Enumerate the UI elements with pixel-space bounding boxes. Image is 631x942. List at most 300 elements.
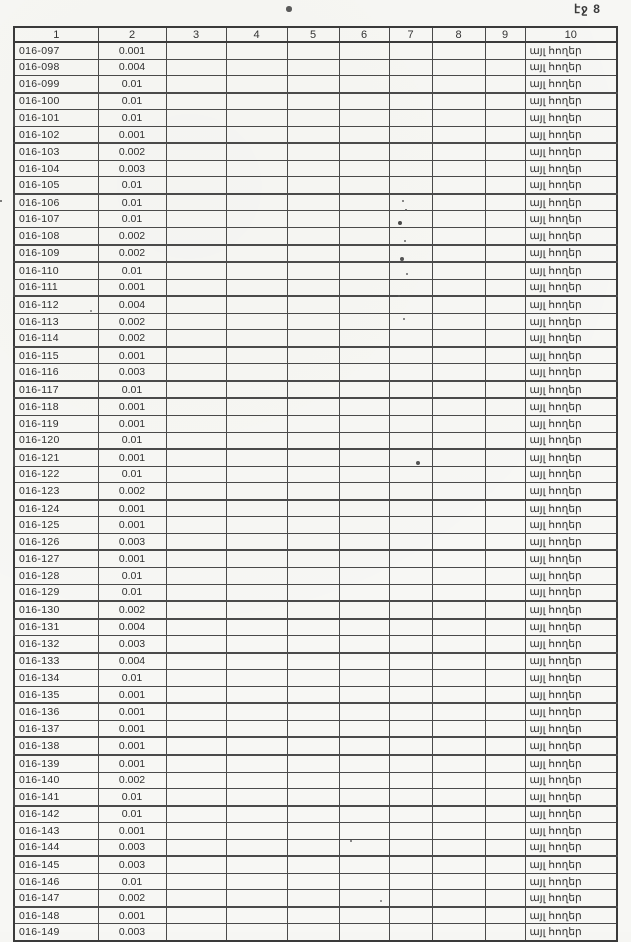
row-land-type-cell: այլ հողեր — [525, 381, 617, 399]
row-land-type-cell: այլ հողեր — [525, 550, 617, 567]
empty-cell — [226, 330, 287, 347]
row-land-type-cell: այլ հողեր — [525, 567, 617, 584]
empty-cell — [226, 449, 287, 466]
empty-cell — [226, 211, 287, 228]
empty-cell — [287, 823, 339, 840]
empty-cell — [166, 584, 226, 601]
empty-cell — [339, 772, 389, 789]
table-row — [14, 228, 617, 245]
empty-cell — [485, 211, 525, 228]
row-land-type-cell: այլ հողեր — [525, 500, 617, 517]
row-land-type-cell: այլ հողեր — [525, 160, 617, 177]
empty-cell — [389, 737, 432, 755]
empty-cell — [432, 550, 485, 567]
empty-cell — [226, 296, 287, 313]
empty-cell — [166, 313, 226, 330]
empty-cell — [226, 313, 287, 330]
row-land-type-cell: այլ հողեր — [525, 483, 617, 500]
empty-cell — [389, 806, 432, 823]
empty-cell — [166, 262, 226, 279]
empty-cell — [226, 789, 287, 806]
row-value-cell: 0.01 — [98, 194, 166, 211]
row-land-type-cell: այլ հողեր — [525, 653, 617, 670]
empty-cell — [485, 194, 525, 211]
empty-cell — [485, 772, 525, 789]
empty-cell — [287, 873, 339, 890]
header-cell-8: 8 — [432, 27, 485, 42]
empty-cell — [166, 619, 226, 636]
empty-cell — [339, 856, 389, 873]
empty-cell — [389, 347, 432, 364]
empty-cell — [432, 42, 485, 59]
row-id-cell: 016-117 — [14, 381, 98, 399]
row-id-cell: 016-112 — [14, 296, 98, 313]
empty-cell — [485, 245, 525, 263]
empty-cell — [389, 228, 432, 245]
row-value-cell: 0.01 — [98, 93, 166, 110]
empty-cell — [166, 601, 226, 619]
empty-cell — [485, 398, 525, 415]
empty-cell — [389, 245, 432, 263]
empty-cell — [287, 93, 339, 110]
empty-cell — [226, 703, 287, 720]
table-row — [14, 59, 617, 76]
empty-cell — [485, 567, 525, 584]
table-row — [14, 839, 617, 856]
row-value-cell: 0.004 — [98, 653, 166, 670]
empty-cell — [226, 194, 287, 211]
empty-cell — [389, 330, 432, 347]
empty-cell — [226, 533, 287, 550]
empty-cell — [226, 143, 287, 160]
empty-cell — [432, 245, 485, 263]
empty-cell — [389, 550, 432, 567]
row-value-cell: 0.01 — [98, 381, 166, 399]
empty-cell — [226, 907, 287, 924]
row-id-cell: 016-138 — [14, 737, 98, 755]
empty-cell — [339, 533, 389, 550]
row-land-type-cell: այլ հողեր — [525, 533, 617, 550]
row-value-cell: 0.003 — [98, 160, 166, 177]
row-land-type-cell: այլ հողեր — [525, 126, 617, 143]
empty-cell — [432, 601, 485, 619]
empty-cell — [339, 364, 389, 381]
row-land-type-cell: այլ հողեր — [525, 42, 617, 59]
empty-cell — [287, 772, 339, 789]
empty-cell — [389, 398, 432, 415]
table-row — [14, 720, 617, 737]
empty-cell — [226, 432, 287, 449]
empty-cell — [432, 279, 485, 296]
row-land-type-cell: այլ հողեր — [525, 755, 617, 772]
empty-cell — [226, 483, 287, 500]
row-land-type-cell: այլ հողեր — [525, 619, 617, 636]
empty-cell — [339, 789, 389, 806]
empty-cell — [389, 296, 432, 313]
empty-cell — [485, 76, 525, 93]
empty-cell — [432, 228, 485, 245]
header-cell-3: 3 — [166, 27, 226, 42]
header-cell-6: 6 — [339, 27, 389, 42]
empty-cell — [339, 720, 389, 737]
empty-cell — [287, 720, 339, 737]
empty-cell — [432, 211, 485, 228]
empty-cell — [166, 755, 226, 772]
table-row — [14, 533, 617, 550]
empty-cell — [389, 890, 432, 907]
row-value-cell: 0.002 — [98, 601, 166, 619]
empty-cell — [339, 703, 389, 720]
header-cell-10: 10 — [525, 27, 617, 42]
empty-cell — [389, 262, 432, 279]
empty-cell — [389, 856, 432, 873]
empty-cell — [389, 279, 432, 296]
empty-cell — [287, 59, 339, 76]
row-id-cell: 016-146 — [14, 873, 98, 890]
empty-cell — [226, 398, 287, 415]
empty-cell — [166, 59, 226, 76]
empty-cell — [226, 364, 287, 381]
empty-cell — [485, 42, 525, 59]
row-value-cell: 0.01 — [98, 110, 166, 127]
header-cell-5: 5 — [287, 27, 339, 42]
empty-cell — [166, 160, 226, 177]
row-id-cell: 016-137 — [14, 720, 98, 737]
row-id-cell: 016-136 — [14, 703, 98, 720]
empty-cell — [485, 228, 525, 245]
empty-cell — [339, 567, 389, 584]
empty-cell — [339, 211, 389, 228]
empty-cell — [166, 245, 226, 263]
table-row — [14, 483, 617, 500]
row-id-cell: 016-142 — [14, 806, 98, 823]
row-id-cell: 016-139 — [14, 755, 98, 772]
row-value-cell: 0.003 — [98, 636, 166, 653]
row-value-cell: 0.01 — [98, 262, 166, 279]
empty-cell — [432, 143, 485, 160]
empty-cell — [166, 347, 226, 364]
empty-cell — [166, 856, 226, 873]
empty-cell — [166, 890, 226, 907]
empty-cell — [226, 245, 287, 263]
empty-cell — [485, 143, 525, 160]
empty-cell — [432, 466, 485, 483]
empty-cell — [432, 449, 485, 466]
table-row — [14, 211, 617, 228]
row-land-type-cell: այլ հողեր — [525, 890, 617, 907]
row-land-type-cell: այլ հողեր — [525, 228, 617, 245]
empty-cell — [485, 550, 525, 567]
empty-cell — [226, 500, 287, 517]
empty-cell — [432, 686, 485, 703]
row-value-cell: 0.01 — [98, 432, 166, 449]
row-id-cell: 016-133 — [14, 653, 98, 670]
empty-cell — [166, 873, 226, 890]
table-row — [14, 653, 617, 670]
empty-cell — [166, 381, 226, 399]
empty-cell — [432, 76, 485, 93]
empty-cell — [339, 601, 389, 619]
empty-cell — [389, 416, 432, 433]
empty-cell — [432, 533, 485, 550]
table-row — [14, 313, 617, 330]
empty-cell — [485, 500, 525, 517]
empty-cell — [166, 500, 226, 517]
row-land-type-cell: այլ հողեր — [525, 873, 617, 890]
empty-cell — [226, 823, 287, 840]
empty-cell — [166, 93, 226, 110]
row-value-cell: 0.001 — [98, 755, 166, 772]
empty-cell — [339, 806, 389, 823]
row-land-type-cell: այլ հողեր — [525, 449, 617, 466]
empty-cell — [339, 262, 389, 279]
row-id-cell: 016-122 — [14, 466, 98, 483]
empty-cell — [166, 789, 226, 806]
table-row — [14, 567, 617, 584]
row-value-cell: 0.002 — [98, 228, 166, 245]
row-land-type-cell: այլ հողեր — [525, 924, 617, 941]
empty-cell — [226, 110, 287, 127]
empty-cell — [166, 330, 226, 347]
empty-cell — [287, 789, 339, 806]
row-land-type-cell: այլ հողեր — [525, 330, 617, 347]
table-row — [14, 755, 617, 772]
empty-cell — [389, 194, 432, 211]
row-land-type-cell: այլ հողեր — [525, 296, 617, 313]
empty-cell — [226, 601, 287, 619]
empty-cell — [226, 160, 287, 177]
empty-cell — [485, 279, 525, 296]
empty-cell — [389, 381, 432, 399]
row-land-type-cell: այլ հողեր — [525, 517, 617, 534]
empty-cell — [432, 483, 485, 500]
empty-cell — [389, 924, 432, 941]
empty-cell — [339, 313, 389, 330]
empty-cell — [287, 245, 339, 263]
row-id-cell: 016-132 — [14, 636, 98, 653]
empty-cell — [485, 296, 525, 313]
row-land-type-cell: այլ հողեր — [525, 194, 617, 211]
empty-cell — [287, 670, 339, 687]
row-id-cell: 016-121 — [14, 449, 98, 466]
empty-cell — [432, 432, 485, 449]
row-land-type-cell: այլ հողեր — [525, 670, 617, 687]
row-id-cell: 016-129 — [14, 584, 98, 601]
empty-cell — [432, 839, 485, 856]
row-id-cell: 016-140 — [14, 772, 98, 789]
empty-cell — [287, 653, 339, 670]
empty-cell — [389, 720, 432, 737]
empty-cell — [226, 924, 287, 941]
row-value-cell: 0.001 — [98, 398, 166, 415]
row-land-type-cell: այլ հողեր — [525, 806, 617, 823]
table-row — [14, 703, 617, 720]
empty-cell — [339, 194, 389, 211]
row-id-cell: 016-134 — [14, 670, 98, 687]
row-id-cell: 016-145 — [14, 856, 98, 873]
row-id-cell: 016-143 — [14, 823, 98, 840]
empty-cell — [287, 839, 339, 856]
empty-cell — [389, 143, 432, 160]
row-id-cell: 016-149 — [14, 924, 98, 941]
row-land-type-cell: այլ հողեր — [525, 584, 617, 601]
table-body — [14, 42, 617, 941]
row-land-type-cell: այլ հողեր — [525, 789, 617, 806]
empty-cell — [485, 517, 525, 534]
empty-cell — [485, 160, 525, 177]
empty-cell — [432, 381, 485, 399]
empty-cell — [226, 873, 287, 890]
empty-cell — [226, 228, 287, 245]
empty-cell — [432, 823, 485, 840]
empty-cell — [485, 432, 525, 449]
empty-cell — [339, 177, 389, 194]
empty-cell — [287, 890, 339, 907]
empty-cell — [166, 517, 226, 534]
empty-cell — [287, 533, 339, 550]
row-land-type-cell: այլ հողեր — [525, 93, 617, 110]
empty-cell — [287, 584, 339, 601]
empty-cell — [485, 890, 525, 907]
row-value-cell: 0.001 — [98, 907, 166, 924]
empty-cell — [485, 924, 525, 941]
empty-cell — [389, 567, 432, 584]
row-land-type-cell: այլ հողեր — [525, 177, 617, 194]
empty-cell — [339, 432, 389, 449]
empty-cell — [389, 533, 432, 550]
row-id-cell: 016-101 — [14, 110, 98, 127]
empty-cell — [166, 76, 226, 93]
empty-cell — [287, 416, 339, 433]
empty-cell — [226, 806, 287, 823]
page-number-label: էջ 8 — [574, 2, 601, 16]
empty-cell — [226, 262, 287, 279]
table-row — [14, 347, 617, 364]
row-id-cell: 016-108 — [14, 228, 98, 245]
empty-cell — [287, 110, 339, 127]
empty-cell — [339, 839, 389, 856]
empty-cell — [287, 500, 339, 517]
empty-cell — [287, 517, 339, 534]
empty-cell — [166, 924, 226, 941]
row-value-cell: 0.01 — [98, 873, 166, 890]
empty-cell — [432, 755, 485, 772]
empty-cell — [485, 755, 525, 772]
empty-cell — [166, 483, 226, 500]
empty-cell — [287, 806, 339, 823]
empty-cell — [389, 160, 432, 177]
empty-cell — [339, 76, 389, 93]
row-value-cell: 0.001 — [98, 500, 166, 517]
empty-cell — [485, 110, 525, 127]
empty-cell — [389, 517, 432, 534]
empty-cell — [339, 347, 389, 364]
table-row — [14, 789, 617, 806]
row-value-cell: 0.003 — [98, 533, 166, 550]
empty-cell — [287, 194, 339, 211]
row-id-cell: 016-100 — [14, 93, 98, 110]
empty-cell — [339, 500, 389, 517]
row-id-cell: 016-116 — [14, 364, 98, 381]
row-id-cell: 016-135 — [14, 686, 98, 703]
row-land-type-cell: այլ հողեր — [525, 772, 617, 789]
empty-cell — [485, 59, 525, 76]
row-id-cell: 016-113 — [14, 313, 98, 330]
row-value-cell: 0.002 — [98, 483, 166, 500]
empty-cell — [339, 279, 389, 296]
row-value-cell: 0.002 — [98, 330, 166, 347]
empty-cell — [166, 686, 226, 703]
row-id-cell: 016-148 — [14, 907, 98, 924]
empty-cell — [485, 262, 525, 279]
empty-cell — [485, 126, 525, 143]
empty-cell — [389, 59, 432, 76]
empty-cell — [166, 823, 226, 840]
row-value-cell: 0.001 — [98, 550, 166, 567]
table-row — [14, 416, 617, 433]
row-value-cell: 0.003 — [98, 856, 166, 873]
table-row — [14, 194, 617, 211]
empty-cell — [389, 177, 432, 194]
header-cell-4: 4 — [226, 27, 287, 42]
empty-cell — [166, 806, 226, 823]
empty-cell — [432, 670, 485, 687]
row-land-type-cell: այլ հողեր — [525, 907, 617, 924]
row-value-cell: 0.001 — [98, 823, 166, 840]
empty-cell — [287, 550, 339, 567]
empty-cell — [287, 567, 339, 584]
scan-noise — [0, 200, 2, 202]
table-row — [14, 890, 617, 907]
empty-cell — [166, 907, 226, 924]
empty-cell — [226, 755, 287, 772]
empty-cell — [166, 42, 226, 59]
row-id-cell: 016-119 — [14, 416, 98, 433]
row-id-cell: 016-110 — [14, 262, 98, 279]
row-land-type-cell: այլ հողեր — [525, 313, 617, 330]
empty-cell — [432, 296, 485, 313]
empty-cell — [287, 313, 339, 330]
empty-cell — [389, 789, 432, 806]
empty-cell — [287, 160, 339, 177]
row-id-cell: 016-109 — [14, 245, 98, 263]
row-id-cell: 016-097 — [14, 42, 98, 59]
empty-cell — [339, 517, 389, 534]
empty-cell — [226, 636, 287, 653]
empty-cell — [287, 907, 339, 924]
empty-cell — [226, 177, 287, 194]
empty-cell — [166, 143, 226, 160]
empty-cell — [226, 550, 287, 567]
empty-cell — [485, 653, 525, 670]
empty-cell — [432, 194, 485, 211]
empty-cell — [389, 823, 432, 840]
table-row — [14, 737, 617, 755]
empty-cell — [432, 93, 485, 110]
row-value-cell: 0.01 — [98, 806, 166, 823]
empty-cell — [166, 211, 226, 228]
empty-cell — [485, 449, 525, 466]
empty-cell — [287, 686, 339, 703]
row-id-cell: 016-131 — [14, 619, 98, 636]
empty-cell — [389, 126, 432, 143]
empty-cell — [389, 432, 432, 449]
empty-cell — [339, 737, 389, 755]
table-row — [14, 76, 617, 93]
row-value-cell: 0.01 — [98, 466, 166, 483]
table-row — [14, 93, 617, 110]
row-land-type-cell: այլ հողեր — [525, 143, 617, 160]
